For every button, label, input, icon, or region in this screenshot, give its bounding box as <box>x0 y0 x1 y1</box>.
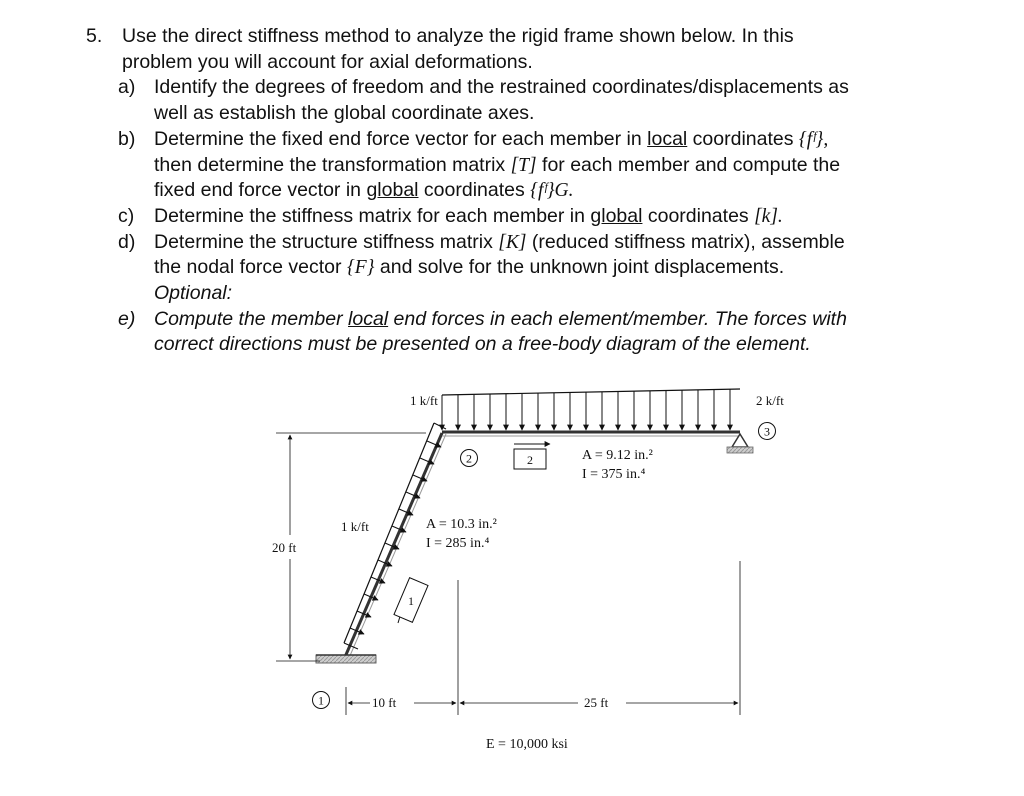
label-span-right: 25 ft <box>584 695 609 710</box>
label-member-2: 2 <box>527 453 533 467</box>
frame-figure <box>260 385 800 785</box>
part-e-line-2: correct directions must be presented on a free-body diagram of the element. <box>154 333 811 356</box>
label-member2-area: A = 9.12 in.² <box>582 448 653 463</box>
label-member2-inertia: I = 375 in.⁴ <box>582 467 646 482</box>
label-member1-area: A = 10.3 in.² <box>426 517 497 532</box>
label-modulus: E = 10,000 ksi <box>486 737 568 752</box>
part-e-label: e) <box>118 307 136 330</box>
label-load-top: 1 k/ft <box>410 393 438 408</box>
label-node-1: 1 <box>318 693 324 708</box>
part-b-line-3: fixed end force vector in global coordinates {fᶠ}G. <box>154 179 574 202</box>
part-a-line-2: well as establish the global coordinate axes. <box>154 102 535 125</box>
part-c-label: c) <box>118 204 135 227</box>
part-a-line-1: a) Identify the degrees of freedom and the restrained coordinates/displacements as <box>86 75 986 101</box>
intro-line-1: Use the direct stiffness method to analyze the rigid frame shown below. In this <box>122 25 794 47</box>
label-member-1: 1 <box>408 594 414 608</box>
label-member1-inertia: I = 285 in.⁴ <box>426 536 490 551</box>
intro-line-2: problem you will account for axial deformations. <box>122 50 533 73</box>
optional-label: Optional: <box>154 282 233 305</box>
span-dimensions <box>346 561 740 715</box>
label-height: 20 ft <box>272 540 297 555</box>
fixed-support <box>316 655 376 663</box>
member-2-line <box>442 432 740 436</box>
part-e-line-1: e) Compute the member local end forces in each element/member. The forces with <box>86 307 986 333</box>
part-d-line-2: the nodal force vector {F} and solve for the unknown joint displacements. <box>154 256 785 279</box>
label-node-3: 3 <box>764 424 770 439</box>
part-b-line-2: then determine the transformation matrix [T] for each member and compute the <box>154 153 841 176</box>
part-b-label: b) <box>118 127 136 150</box>
part-d-line-1: d) Determine the structure stiffness matrix [K] (reduced stiffness matrix), assemble <box>86 230 986 256</box>
problem-statement <box>86 24 986 358</box>
problem-number: 5. <box>86 25 103 47</box>
part-d-label: d) <box>118 230 136 253</box>
frame-diagram <box>260 385 800 785</box>
label-load-incline: 1 k/ft <box>341 519 369 534</box>
pin-support <box>727 434 753 453</box>
part-b-line-1: b) Determine the fixed end force vector for each member in local coordinates {fᶠ}, <box>86 127 986 153</box>
part-a-label: a) <box>118 76 136 99</box>
label-load-right: 2 k/ft <box>756 393 784 408</box>
label-node-2: 2 <box>466 451 472 466</box>
horizontal-load <box>442 389 740 430</box>
part-c-line-1: c) Determine the stiffness matrix for each member in global coordinates [k]. <box>86 204 986 230</box>
label-span-left: 10 ft <box>372 695 397 710</box>
